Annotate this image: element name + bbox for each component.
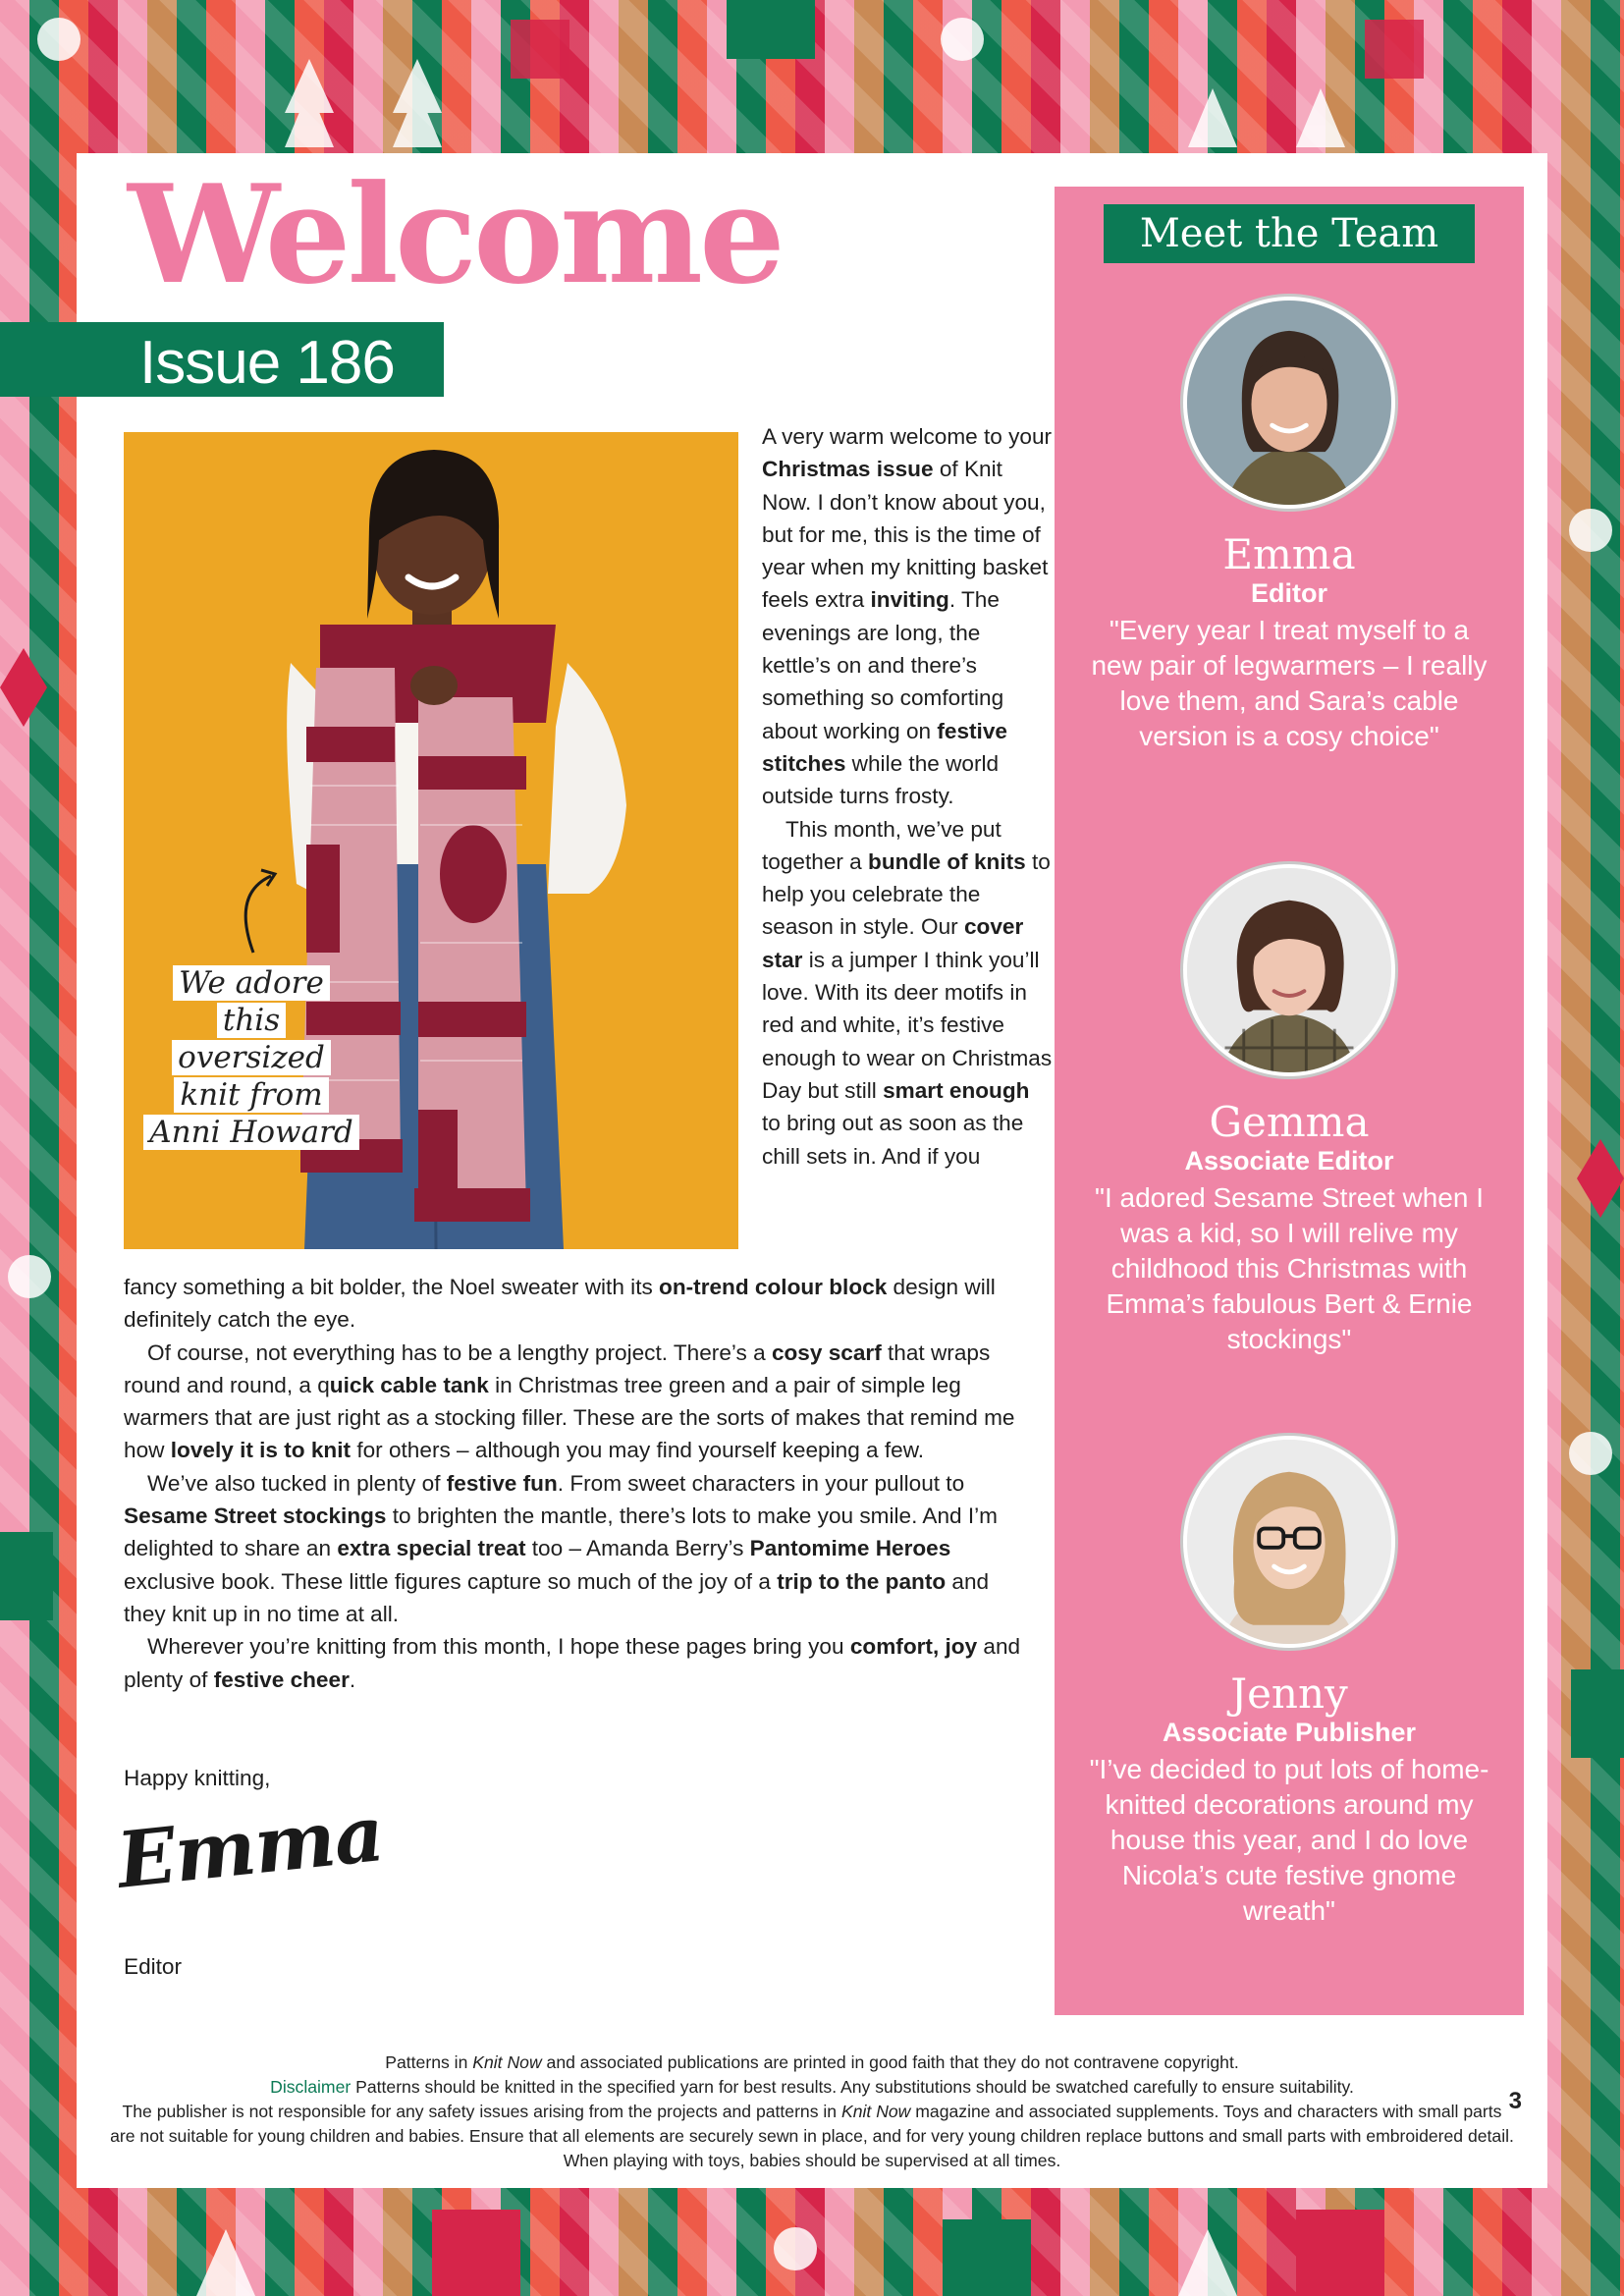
letter-paragraph: [124, 1630, 1031, 1696]
letter-signoff: Happy knitting,: [124, 1766, 271, 1790]
text-run: design will definitely catch the eye.: [124, 1275, 996, 1333]
signature-role: Editor: [124, 1954, 183, 1979]
avatar: [1183, 297, 1395, 509]
member-quote: "Every year I treat myself to a new pair of legwarmers – I really love them, and Sara’s cable version is a cosy choice": [1091, 615, 1488, 751]
letter-paragraph: [762, 813, 1053, 1173]
issue-number: Issue 186: [139, 329, 395, 397]
page-title: Welcome: [128, 154, 782, 314]
page-number: 3: [1508, 2088, 1522, 2114]
team-heading: Meet the Team: [1104, 204, 1475, 263]
text-run: for others – although you may find yourself keeping a few.: [351, 1438, 925, 1463]
disclaimer-line: [108, 2075, 1516, 2100]
text-run: festive stitches: [762, 718, 1007, 776]
text-run: to bring out as soon as the chill sets in. And if you: [762, 1111, 1024, 1169]
text-run: and plenty of: [124, 1634, 1021, 1692]
text-run: . From sweet characters in your pullout to: [557, 1470, 965, 1496]
text-run: extra special treat: [337, 1536, 526, 1561]
disclaimer-label: Disclaimer: [270, 2077, 352, 2097]
text-run: too – Amanda Berry’s: [525, 1536, 750, 1561]
text-run: Christmas issue: [762, 457, 934, 482]
gemma-portrait: [1187, 868, 1391, 1072]
avatar: [1183, 864, 1395, 1076]
emma-portrait: [1187, 301, 1391, 505]
text-run: lovely it is to knit: [170, 1438, 352, 1463]
letter-full-width-text: [124, 1271, 1031, 1696]
text-run: bundle of knits: [868, 848, 1026, 874]
disclaimer-text: Patterns should be knitted in the specified yarn for best results. Any substitutions should be swatched carefully to ensure suitability.: [351, 2077, 1354, 2097]
text-run: uick cable tank: [329, 1372, 489, 1397]
member-quote: "I adored Sesame Street when I was a kid, so I will relive my childhood this Christmas with Emma’s fabulous Bert & Ernie stockings": [1095, 1182, 1484, 1354]
text-run: while the world outside turns frosty.: [762, 750, 1000, 809]
text-run: festive cheer: [213, 1667, 350, 1692]
letter-paragraph: [124, 1467, 1031, 1630]
letter-paragraph: [124, 1271, 1031, 1337]
team-member-gemma: [1055, 864, 1524, 1357]
text-run: magazine and associated supplements. Toys and characters with small parts are not suitable for young children and babies. Ensure that all elements are securely sewn in place, and for very young children replace buttons and small parts with embroidered detail. When playing with toys, babies should be supervised at all times.: [110, 2102, 1514, 2170]
text-run: Patterns in: [385, 2052, 473, 2072]
member-quote: "I’ve decided to put lots of home-knitted decorations around my house this year, and I do love Nicola’s cute festive gnome wreath": [1089, 1754, 1489, 1926]
letter-column-text: [762, 420, 1053, 1173]
text-run: festive fun: [446, 1470, 558, 1496]
disclaimer-footer: [108, 2050, 1516, 2173]
text-run: in Christmas tree green and a pair of simple leg warmers that are just right as a stocking filler. These are the sorts of makes that remind me how: [124, 1372, 1015, 1463]
member-role: Associate Publisher: [1162, 1718, 1417, 1747]
avatar: [1183, 1436, 1395, 1648]
text-run: exclusive book. These little figures capture so much of the joy of a: [124, 1568, 778, 1594]
text-run: comfort, joy: [849, 1634, 978, 1660]
member-role: Editor: [1251, 578, 1327, 608]
disclaimer-line: [108, 2050, 1516, 2075]
disclaimer-line: [108, 2100, 1516, 2173]
letter-paragraph: [124, 1337, 1031, 1467]
text-run: .: [349, 1667, 356, 1692]
text-run: to help you celebrate the season in style. Our: [762, 848, 1051, 940]
text-run: Knit Now: [472, 2052, 542, 2072]
text-run: that wraps round and round, a q: [124, 1339, 991, 1397]
text-run: trip to the panto: [777, 1568, 947, 1594]
text-run: Knit Now: [840, 2102, 911, 2121]
text-run: . The evenings are long, the kettle’s on and there’s something so comforting about working on: [762, 587, 1004, 743]
text-run: cover star: [762, 914, 1024, 972]
text-run: fancy something a bit bolder, the Noel sweater with its: [124, 1275, 660, 1299]
member-role: Associate Editor: [1184, 1146, 1394, 1175]
text-run: and associated publications are printed in good faith that they do not contravene copyright.: [541, 2052, 1239, 2072]
text-run: to brighten the mantle, there’s lots to make you smile. And I’m delighted to share an: [124, 1503, 998, 1561]
team-member-emma: [1055, 297, 1524, 754]
text-run: We’ve also tucked in plenty of: [147, 1470, 447, 1496]
issue-banner: [0, 322, 444, 397]
editor-signature: Emma: [113, 1788, 388, 1906]
meet-the-team-panel: [1055, 187, 1524, 2015]
text-run: cosy scarf: [771, 1339, 882, 1365]
member-name: Jenny: [1230, 1669, 1348, 1718]
text-run: inviting: [870, 587, 949, 613]
text-run: on-trend colour block: [659, 1275, 888, 1299]
text-run: and they knit up in no time at all.: [124, 1568, 990, 1626]
letter-paragraph: [762, 420, 1053, 813]
team-member-jenny: [1055, 1436, 1524, 1929]
text-run: Of course, not everything has to be a lengthy project. There’s a: [147, 1339, 772, 1365]
text-run: The publisher is not responsible for any safety issues arising from the projects and patterns in: [122, 2102, 841, 2121]
text-run: Pantomime Heroes: [749, 1536, 951, 1561]
jenny-portrait: [1187, 1440, 1391, 1644]
text-run: smart enough: [883, 1077, 1030, 1103]
text-run: is a jumper I think you’ll love. With its deer motifs in red and white, it’s festive enough to wear on Christmas Day but still: [762, 947, 1053, 1103]
member-name: Emma: [1222, 530, 1356, 578]
text-run: This month, we’ve put together a: [762, 816, 1001, 874]
text-run: Wherever you’re knitting from this month, I hope these pages bring you: [147, 1634, 850, 1660]
text-run: Sesame Street stockings: [124, 1503, 387, 1529]
text-run: A very warm welcome to your: [762, 424, 1053, 449]
member-name: Gemma: [1209, 1098, 1370, 1146]
text-run: of Knit Now. I don’t know about you, but for me, this is the time of year when my knitting basket feels extra: [762, 457, 1049, 613]
photo-caption: [143, 964, 359, 1151]
photo-caption-text: We adore this oversized knit from Anni Howard: [143, 965, 358, 1150]
